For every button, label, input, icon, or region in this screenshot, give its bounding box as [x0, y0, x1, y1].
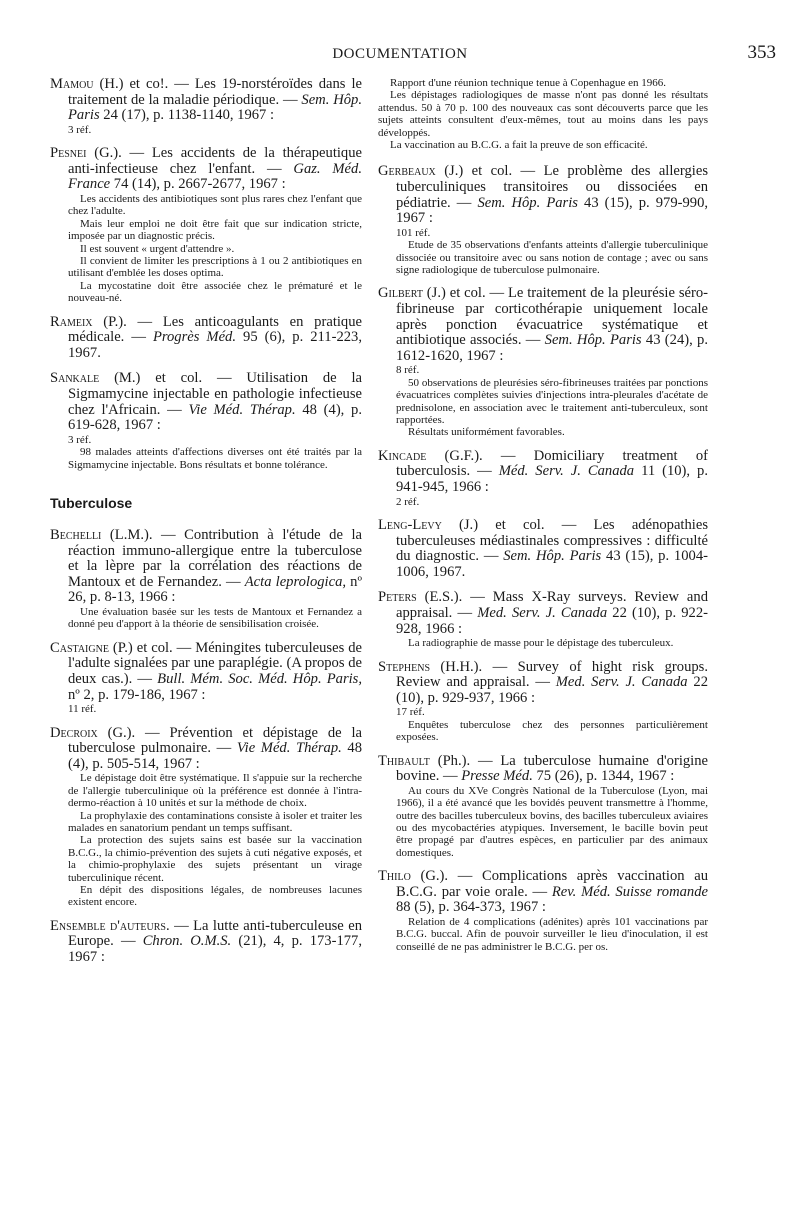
citation-details: 43 (15), p. 979-990, 1967 :: [396, 194, 709, 227]
entries-group-b: [50, 528, 362, 966]
abstract-paragraph: 11 réf.: [68, 703, 97, 716]
abstract-paragraph: Relation de 4 complications (adénites) après 101 vaccinations par B.C.G. buccal. Afin de pouvoir surveiller le lieu d'inoculation, il est conseillé de ne pas administrer le B.C.G. per os.: [396, 916, 708, 953]
abstract-paragraph: Les dépistages radiologiques de masse n'ont pas donné les résultats attendus. 50 à 70 p. 100 des nouveaux cas sont découverts parce que les sujets atteints consultent d'eux-mêmes, tout au moins dans les pays développés.: [378, 89, 708, 139]
bibliography-entry: [50, 77, 362, 136]
citation-text: (G.). — Les accidents de la thérapeutique anti-infectieuse chez l'enfant. —: [68, 145, 362, 177]
citation: [378, 590, 708, 637]
citation: [378, 449, 708, 496]
abstract-paragraph: 17 réf.: [396, 706, 425, 719]
citation-details: 22 (10), p. 922-928, 1966 :: [396, 605, 708, 637]
citation-details: nº 2, p. 179-186, 1967 :: [68, 686, 206, 703]
abstract-paragraph: Les accidents des antibiotiques sont plus rares chez l'enfant que chez l'adulte.: [68, 192, 362, 218]
entries-group-a: [50, 77, 362, 471]
bibliography-entry: [50, 641, 362, 716]
citation: [50, 315, 362, 362]
journal-title: Sem. Hôp. Paris: [477, 194, 578, 211]
abstract-notes: [50, 606, 362, 631]
abstract-paragraph: Etude de 35 observations d'enfants atteints d'allergie tuberculinique dissociée ou transitoire avec ou sans notion de contage ; avec ou sans signe radiologique de tuberculose pulmonaire.: [396, 239, 708, 277]
bibliography-entry: [50, 315, 362, 362]
journal-title: Presse Méd.: [461, 768, 533, 785]
page-number: 353: [747, 42, 776, 63]
bibliography-entry: [50, 726, 362, 909]
bibliography-entry: [50, 919, 362, 966]
citation-text: (J.) et col. — Le problème des allergies tuberculiniques transitoires ou dissociées en pédiatrie. —: [396, 163, 708, 211]
citation: [50, 726, 362, 773]
citation-details: 24 (17), p. 1138-1140, 1967 :: [99, 107, 275, 124]
abstract-notes: [378, 785, 708, 859]
journal-title: Vie Méd. Thérap.: [188, 401, 296, 418]
citation-details: 48 (4), p. 505-514, 1967 :: [68, 740, 362, 772]
abstract-paragraph: Mais leur emploi ne doit être fait que sur indication stricte, imposée par un diagnostic précis.: [68, 217, 362, 243]
citation: [50, 528, 362, 606]
citation-text: (H.H.). — Survey of hight risk groups. Review and appraisal. —: [396, 658, 708, 691]
citation: [50, 146, 362, 193]
abstract-notes: [378, 496, 708, 508]
author-name: Bechelli: [50, 527, 102, 543]
journal-title: Progrès Méd.: [152, 329, 237, 346]
author-name: Ensemble d'auteurs: [50, 917, 166, 934]
right-column: [378, 77, 708, 963]
bibliography-entry: [378, 286, 708, 438]
abstract-notes: [50, 124, 362, 136]
abstract-paragraph: Il est souvent « urgent d'attendre ».: [80, 242, 235, 255]
author-name: Thibault: [378, 752, 430, 769]
continued-abstract: [378, 77, 708, 151]
abstract-notes: [50, 703, 362, 715]
citation-text: . — La lutte anti-tuberculeuse en Europe. —: [68, 917, 362, 950]
bibliography-entry: [50, 528, 362, 631]
abstract-paragraph: Enquêtes tuberculose chez des personnes particulièrement exposées.: [396, 718, 708, 744]
abstract-paragraph: 101 réf.: [396, 226, 431, 239]
citation-text: (E.S.). — Mass X-Ray surveys. Review and appraisal. —: [396, 589, 708, 621]
abstract-paragraph: 8 réf.: [396, 364, 420, 377]
bibliography-entry: [378, 518, 708, 580]
abstract-paragraph: 2 réf.: [396, 495, 420, 508]
citation-details: nº 26, p. 8-13, 1966 :: [68, 573, 362, 606]
journal-title: Sem. Hôp. Paris: [544, 332, 642, 349]
citation: [378, 518, 708, 580]
abstract-paragraph: Il convient de limiter les prescriptions à 1 ou 2 antibiotiques en utilisant d'emblée les doses optima.: [68, 255, 362, 280]
citation-details: 95 (6), p. 211-223, 1967.: [68, 329, 362, 361]
journal-title: Méd. Serv. J. Canada: [498, 463, 635, 480]
abstract-paragraph: La vaccination au B.C.G. a fait la preuve de son efficacité.: [390, 139, 648, 152]
abstract-notes: [50, 772, 362, 908]
abstract-paragraph: Résultats uniformément favorables.: [408, 426, 565, 439]
abstract-paragraph: La protection des sujets sains est basée sur la vaccination B.C.G., la chimio-prévention des sujets à cuti négative exposés, et la chimio-prophylaxie des sujets présentant un virage tuberculinique récent.: [68, 834, 362, 884]
author-name: Pesnei: [50, 145, 87, 162]
citation-text: (Ph.). — La tuberculose humaine d'origine bovine. —: [396, 752, 708, 785]
journal-title: Sem. Hôp. Paris: [68, 91, 362, 124]
citation: [378, 869, 708, 916]
citation-details: 74 (14), p. 2667-2677, 1967 :: [110, 176, 286, 193]
citation: [378, 754, 708, 785]
citation-details: 75 (26), p. 1344, 1967 :: [532, 768, 675, 785]
author-name: Decroix: [50, 724, 98, 741]
citation-details: 11 (10), p. 941-945, 1966 :: [396, 463, 708, 496]
citation-details: 88 (5), p. 364-373, 1967 :: [396, 899, 546, 916]
section-heading-tuberculose: Tuberculose: [50, 495, 133, 511]
citation: [378, 660, 708, 707]
citation-text: (J.) et col. — Le traitement de la pleurésie séro-fibrineuse par corticothérapie uniquement locale après ponction évacuatrice systématique et antibiotique associés. —: [396, 285, 708, 349]
abstract-paragraph: La prophylaxie des contaminations consiste à isoler et traiter les malades en sanatorium pendant un temps suffisant.: [68, 809, 362, 834]
bibliography-entry: [378, 660, 708, 744]
citation: [378, 164, 708, 226]
abstract-paragraph: La radiographie de masse pour le dépistage des tuberculeux.: [408, 637, 674, 650]
abstract-notes: [378, 916, 708, 953]
journal-title: Acta leprologica,: [244, 573, 347, 590]
abstract-paragraph: 3 réf.: [68, 433, 92, 446]
citation-text: (G.). — Complications après vaccination au B.C.G. par voie orale. —: [396, 868, 708, 900]
citation-details: (21), 4, p. 173-177, 1967 :: [68, 933, 362, 965]
citation-details: 43 (15), p. 1004-1006, 1967.: [396, 548, 708, 580]
citation: [378, 286, 708, 364]
author-name: Stephens: [378, 658, 431, 675]
author-name: Mamou: [50, 76, 94, 92]
abstract-paragraph: Le dépistage doit être systématique. Il s'appuie sur la recherche de l'allergie tuberculinique où la préférence est donnée à l'intra-dermo-réaction à 10 unités et sur la méthode de choix.: [68, 772, 362, 810]
author-name: Kincade: [378, 447, 427, 464]
entries-group-right: [378, 164, 708, 953]
abstract-notes: [50, 193, 362, 305]
bibliography-entry: [50, 371, 362, 471]
running-header: DOCUMENTATION: [332, 46, 468, 62]
author-name: Sankale: [50, 370, 100, 387]
abstract-paragraph: 98 malades atteints d'affections diverses ont été traités par la Sigmamycine injectable. Bons résultats et bonne tolérance.: [68, 446, 362, 471]
abstract-paragraph: 3 réf.: [68, 123, 92, 136]
citation-text: (M.) et col. — Utilisation de la Sigmamycine injectable en pathologie infectieuse chez l'Africain. —: [68, 370, 362, 418]
bibliography-entry: [378, 590, 708, 649]
citation-text: (H.) et co!. — Les 19-norstéroïdes dans le traitement de la maladie périodique. —: [68, 76, 362, 108]
author-name: Rameix: [50, 313, 93, 330]
author-name: Peters: [378, 589, 417, 606]
citation-details: 43 (24), p. 1612-1620, 1967 :: [396, 332, 708, 364]
citation-text: (L.M.). — Contribution à l'étude de la réaction immuno-allergique entre la tuberculose et la lèpre par la corrélation des réactions de Mantoux et de Fernandez. —: [68, 527, 362, 590]
bibliography-entry: [50, 146, 362, 304]
abstract-paragraph: Rapport d'une réunion technique tenue à Copenhague en 1966.: [390, 77, 666, 89]
abstract-notes: [50, 434, 362, 471]
author-name: Thilo: [378, 868, 411, 885]
bibliography-entry: [378, 869, 708, 953]
journal-title: Med. Serv. J. Canada: [555, 674, 688, 691]
bibliography-entry: [378, 449, 708, 508]
journal-title: Med. Serv. J. Canada: [477, 605, 608, 621]
citation-text: (P.) et col. — Méningites tuberculeuses de l'adulte signalées par une paraplégie. (A propos de deux cas.). —: [68, 639, 362, 687]
citation: [50, 641, 362, 703]
left-column: [50, 77, 362, 976]
citation-text: (G.). — Prévention et dépistage de la tuberculose pulmonaire. —: [68, 724, 362, 757]
citation-text: (G.F.). — Domiciliary treatment of tuberculosis. —: [396, 447, 708, 480]
author-name: Castaigne: [50, 639, 109, 656]
journal-title: Gaz. Méd. France: [68, 160, 362, 193]
bibliography-entry: [378, 754, 708, 860]
journal-title: Bull. Mém. Soc. Méd. Hôp. Paris,: [157, 670, 362, 687]
citation-details: 48 (4), p. 619-628, 1967 :: [68, 401, 362, 434]
citation: [50, 371, 362, 433]
abstract-paragraph: Une évaluation basée sur les tests de Mantoux et Fernandez a donné peu d'apport à la théorie de sensibilisation croisée.: [68, 605, 362, 631]
journal-title: Rev. Méd. Suisse romande: [551, 883, 708, 900]
abstract-notes: [378, 227, 708, 277]
abstract-paragraph: La mycostatine doit être associée chez le prématuré et le nouveau-né.: [68, 279, 362, 305]
journal-title: Vie Méd. Thérap.: [236, 740, 342, 757]
author-name: Gilbert: [378, 285, 423, 302]
author-name: Gerbeaux: [378, 163, 436, 180]
citation: [50, 919, 362, 966]
abstract-paragraph: 50 observations de pleurésies séro-fibrineuses traitées par ponctions évacuatrices complètes suivies d'injections intra-pleurales d'acétate de prednisolone, en association avec le traitement anti-tuberculeux, sont rapportées.: [396, 376, 708, 427]
abstract-paragraph: Au cours du XVe Congrès National de la Tuberculose (Lyon, mai 1966), il a été avancé que les bovidés peuvent transmettre à l'homme, outre des bacilles tuberculeux bovins, des bacilles tuberculeux aviaires ou des mycobactéries atypiques. Inversement, le bacille bovin peut être propagé par d'autres espèces, en particulier par des animaux domestiques.: [396, 784, 708, 859]
journal-title: Chron. O.M.S.: [142, 933, 232, 950]
journal-title: Sem. Hôp. Paris: [503, 548, 602, 565]
bibliography-entry: [378, 164, 708, 276]
abstract-notes: [378, 364, 708, 438]
abstract-notes: [378, 637, 708, 649]
abstract-paragraph: En dépit des dispositions légales, de nombreuses lacunes existent encore.: [68, 884, 362, 909]
citation-text: (P.). — Les anticoagulants en pratique médicale. —: [68, 313, 362, 346]
citation-details: 22 (10), p. 929-937, 1966 :: [396, 674, 708, 706]
abstract-notes: [378, 706, 708, 743]
citation: [50, 77, 362, 124]
author-name: Leng-Levy: [378, 517, 442, 534]
citation-text: (J.) et col. — Les adénopathies tuberculeuses médiastinales compressives : difficulté du diagnostic. —: [396, 517, 708, 565]
